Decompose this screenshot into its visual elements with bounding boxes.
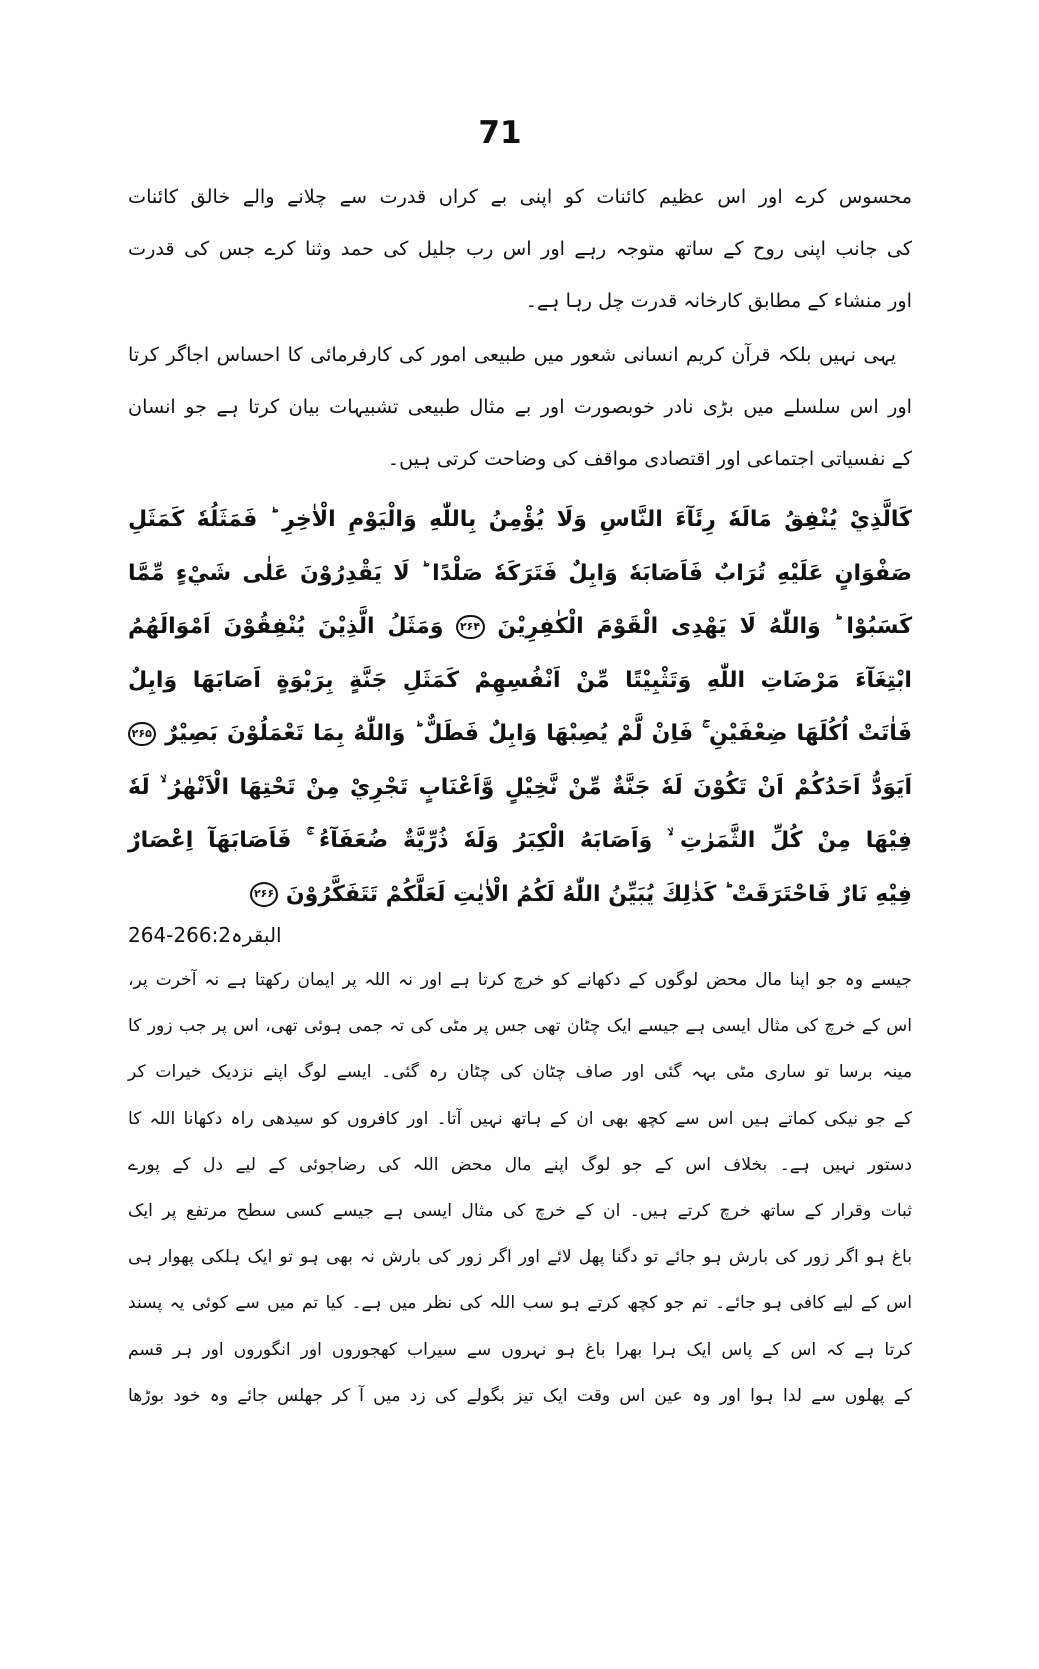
ayah-number-marker: ۲۶۶ [250, 882, 278, 907]
paragraph-line: کے جو نیکی کماتے ہیں اس سے کچھ بھی ان کے ہاتھ نہیں آتا۔ اور کافروں کو سیدھی راہ دکھانا اللہ کا [128, 1108, 912, 1129]
verse-line [128, 707, 912, 761]
verse-line: كَالَّذِيْ يُنْفِقُ مَالَهٗ رِئَآءَ النَّاسِ وَلَا يُؤْمِنُ بِاللّٰهِ وَالْيَوْمِ الْاٰخِرِ ؕ فَمَثَلُهٗ كَمَثَلِ [128, 507, 912, 532]
paragraph-line: اس کے لیے کافی ہو جائے۔ تم جو کچھ کرتے ہو سب اللہ کی نظر میں ہے۔ کیا تم میں سے کوئی یہ پسند [128, 1293, 912, 1314]
paragraph-line: محسوس کرے اور اس عظیم کائنات کو اپنی بے کراں قدرت سے چلانے والے خالق کائنات [128, 185, 912, 208]
paragraph-line: کرتا ہے کہ اس کے پاس ایک ہرا بھرا باغ ہو نہروں سے سیراب کھجوروں اور انگوروں اور ہر قسم [128, 1339, 912, 1360]
intro-paragraph [128, 329, 912, 485]
paragraph-line: دستور نہیں ہے۔ بخلاف اس کے جو لوگ اپنے مال محض اللہ کی رضاجوئی کے لیے دل کے پورے [128, 1154, 912, 1175]
paragraph-line: اس کے خرچ کی مثال ایسی ہے جیسے ایک چٹان تھی جس پر مٹی کی تہ جمی ہوئی تھی، اس پر جب زور کا [128, 1016, 912, 1037]
verse-text: وَمَثَلُ الَّذِيْنَ يُنْفِقُوْنَ اَمْوَالَهُمُ [128, 614, 444, 639]
paragraph-line: کی جانب اپنی روح کے ساتھ متوجہ رہے اور اس رب جلیل کی حمد وثنا کرے جس کی قدرت [128, 237, 912, 260]
verse-line: صَفْوَانٍ عَلَيْهِ تُرَابٌ فَاَصَابَهٗ وَابِلٌ فَتَرَكَهٗ صَلْدًا ؕ لَا يَقْدِرُوْنَ عَلٰى شَيْءٍ مِّمَّا [128, 560, 912, 586]
paragraph-line: کے پھلوں سے لدا ہوا اور وہ عین اس وقت ایک تیز بگولے کی زد میں آ کر جھلس جائے وہ خود بوڑھا [128, 1385, 912, 1406]
ayah-number-marker: ۲۶۵ [128, 722, 156, 747]
paragraph-line: ثبات وقرار کے ساتھ خرچ کرتے ہیں۔ ان کے خرچ کی مثال ایسی ہے جیسے کسی سطح مرتفع پر ایک [128, 1201, 912, 1222]
translation-paragraph [128, 957, 912, 1419]
quran-verses [128, 493, 912, 921]
page-number: 71 [478, 115, 522, 151]
citation-reference: 264-266:2 [128, 923, 232, 947]
verse-text: فَاٰتَتْ اُكُلَهَا ضِعْفَيْنِ ۚ فَاِنْ لَّمْ يُصِبْهَا وَابِلٌ فَطَلٌّ ؕ وَاللّٰهُ بِمَا تَعْمَلُوْنَ بَصِيْرٌ [165, 721, 912, 746]
paragraph-line: اور اس سلسلے میں بڑی نادر خوبصورت اور بے مثال طبیعی تشبیہات بیان کرتا ہے جو انسان [128, 395, 912, 418]
verse-text: فِيْهِ نَارٌ فَاحْتَرَقَتْ ؕ كَذٰلِكَ يُبَيِّنُ اللّٰهُ لَكُمُ الْاٰيٰتِ لَعَلَّكُمْ تَتَفَكَّرُوْنَ [285, 881, 912, 907]
verse-line: فِيْهَا مِنْ كُلِّ الثَّمَرٰتِ ۙ وَاَصَابَهُ الْكِبَرُ وَلَهٗ ذُرِّيَّةٌ ضُعَفَآءُ ۚ فَاَصَابَهَآ اِعْصَارٌ [128, 828, 912, 853]
paragraph-line: کے نفسیاتی اجتماعی اور اقتصادی مواقف کی وضاحت کرتی ہیں۔ [387, 447, 912, 470]
paragraph-line: باغ ہو اگر زور کی بارش ہو جائے تو دگنا پھل لائے اور اگر زور کی بارش نہ بھی ہو تو ایک ہلکی پھوار ہی [128, 1247, 912, 1268]
paragraph-line: مینہ برسا تو ساری مٹی بہہ گئی اور صاف چٹان کی چٹان رہ گئی۔ ایسے لوگ اپنے نزدیک خیرات کر [128, 1062, 912, 1083]
verse-line: اَيَوَدُّ اَحَدُكُمْ اَنْ تَكُوْنَ لَهٗ جَنَّةٌ مِّنْ نَّخِيْلٍ وَّاَعْنَابٍ تَجْرِيْ مِنْ تَحْتِهَا الْاَنْهٰرُ ۙ لَهٗ [128, 774, 912, 800]
paragraph-line: اور منشاء کے مطابق کارخانہ قدرت چل رہا ہے۔ [525, 289, 912, 312]
verse-citation [128, 918, 912, 952]
verse-line [128, 868, 912, 922]
paragraph-line: یہی نہیں بلکہ قرآن کریم انسانی شعور میں طبیعی امور کی کارفرمائی کا احساس اجاگر کرتا [128, 343, 896, 366]
citation-surah: البقرہ [231, 923, 282, 947]
verse-text: كَسَبُوْا ؕ وَاللّٰهُ لَا يَهْدِى الْقَوْمَ الْكٰفِرِيْنَ [497, 614, 913, 639]
verse-line [128, 600, 912, 654]
paragraph-line: جیسے وہ جو اپنا مال محض لوگوں کے دکھانے کو خرچ کرتا ہے اور نہ اللہ پر ایمان رکھتا ہے نہ آخرت پر، [128, 970, 912, 990]
verse-line: ابْتِغَآءَ مَرْضَاتِ اللّٰهِ وَتَثْبِيْتًا مِّنْ اَنْفُسِهِمْ كَمَثَلِ جَنَّةٍ بِرَبْوَةٍ اَصَابَهَا وَابِلٌ [128, 667, 912, 693]
ayah-number-marker: ۲۶۴ [456, 615, 484, 640]
intro-paragraph [128, 171, 912, 327]
